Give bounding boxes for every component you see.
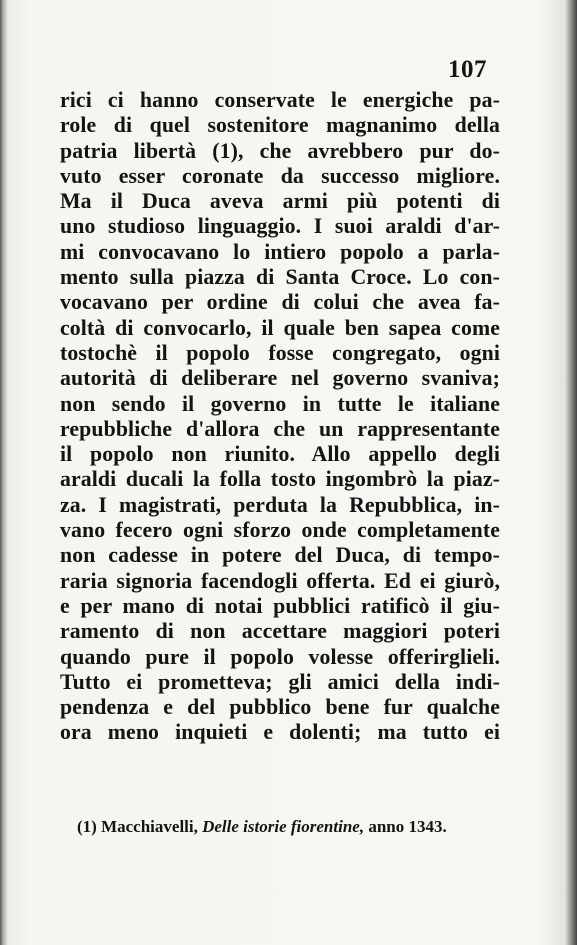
text-line: repubbliche d'allora che un rappresentante — [60, 416, 500, 441]
page-left-edge — [0, 0, 8, 945]
text-line: role di quel sostenitore magnanimo della — [60, 113, 500, 138]
text-line: non sendo il governo in tutte le italiane — [60, 391, 500, 416]
footnote-author: Macchiavelli, — [101, 817, 198, 836]
footnote-year: anno 1343. — [368, 817, 447, 836]
text-line: vocavano per ordine di colui che avea fa- — [60, 290, 500, 315]
text-line: e per mano di notai pubblici ratificò il giu- — [60, 593, 500, 618]
text-line: vano fecero ogni sforzo onde completamente — [60, 518, 500, 543]
page-right-edge — [565, 0, 577, 945]
text-line: non cadesse in potere del Duca, di tempo- — [60, 543, 500, 568]
text-line: patria libertà (1), che avrebbero pur do- — [60, 138, 500, 163]
text-line: ramento di non accettare maggiori poteri — [60, 619, 500, 644]
text-line: tostochè il popolo fosse congregato, ogni — [60, 340, 500, 365]
text-line: Ma il Duca aveva armi più potenti di — [60, 189, 500, 214]
footnote-marker: (1) — [77, 817, 97, 836]
text-line: il popolo non riunito. Allo appello degli — [60, 442, 500, 467]
text-line: araldi ducali la folla tosto ingombrò la piaz- — [60, 467, 500, 492]
text-line: quando pure il popolo volesse offerirglieli. — [60, 644, 500, 669]
text-line: vuto esser coronate da successo migliore. — [60, 163, 500, 188]
footnote-title: Delle istorie fiorentine, — [202, 817, 365, 836]
text-line: Tutto ei prometteva; gli amici della indi- — [60, 669, 500, 694]
text-line: pendenza e del pubblico bene fur qualche — [60, 695, 500, 720]
text-line: mi convocavano lo intiero popolo a parla- — [60, 239, 500, 264]
footnote — [77, 817, 447, 837]
text-line: raria signoria facendogli offerta. Ed ei giurò, — [60, 568, 500, 593]
text-line: coltà di convocarlo, il quale ben sapea come — [60, 315, 500, 340]
text-line: za. I magistrati, perduta la Repubblica, in- — [60, 492, 500, 517]
text-line: rici ci hanno conservate le energiche pa- — [60, 88, 500, 112]
text-line: ora meno inquieti e dolenti; ma tutto ei — [60, 720, 500, 745]
body-text — [60, 88, 500, 746]
text-line: uno studioso linguaggio. I suoi araldi d'ar- — [60, 214, 500, 239]
text-line: mento sulla piazza di Santa Croce. Lo con- — [60, 265, 500, 290]
page-number: 107 — [448, 56, 487, 83]
text-line: autorità di deliberare nel governo svaniva; — [60, 366, 500, 391]
